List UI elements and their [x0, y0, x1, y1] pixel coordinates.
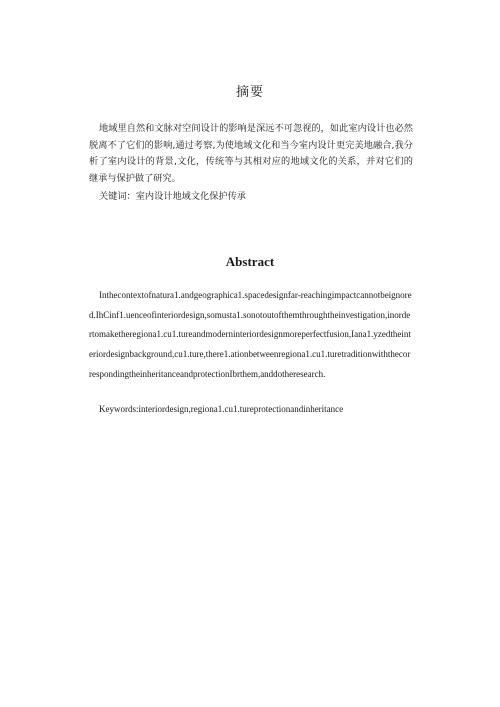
chinese-keywords: 关键词：室内设计地域文化保护传承	[99, 191, 246, 202]
chinese-abstract-body: 地域里自然和文脉对空间设计的影响是深远不可忽视的，如此室内设计也必然脱离不了它们的影响,通过考察,为使地域文化和当今室内设计更完美地融合,我分析了室内设计的背景,文化，传统等与其相对应的地域文化的关系，并对它们的继承与保护做了研究。	[89, 123, 413, 184]
chinese-abstract-title: 摘要	[235, 85, 264, 100]
english-abstract-body: Inthecontextofnatura1.andgeographica1.spacedesignfar-reachingimpactcannotbeignored.IhCinf1.uenceofinteriordesign,somusta1.sonotoutofthemthroughtheinvestigation,inordertomaketheregiona1.cu1.tureandmoderninteriordesignmoreperfectfusion,Iana1.yzedtheinteriordesignbackground,cu1.ture,there1.ationbetweenregiona1.cu1.turetraditionwiththecorrespondingtheinheritanceandprotectionIbrthem,anddotheresearch.	[89, 290, 412, 379]
english-abstract-title: Abstract	[225, 254, 275, 269]
english-keywords: Keywords:interiordesign,regiona1.cu1.tureprotectionandinheritance	[99, 404, 344, 414]
